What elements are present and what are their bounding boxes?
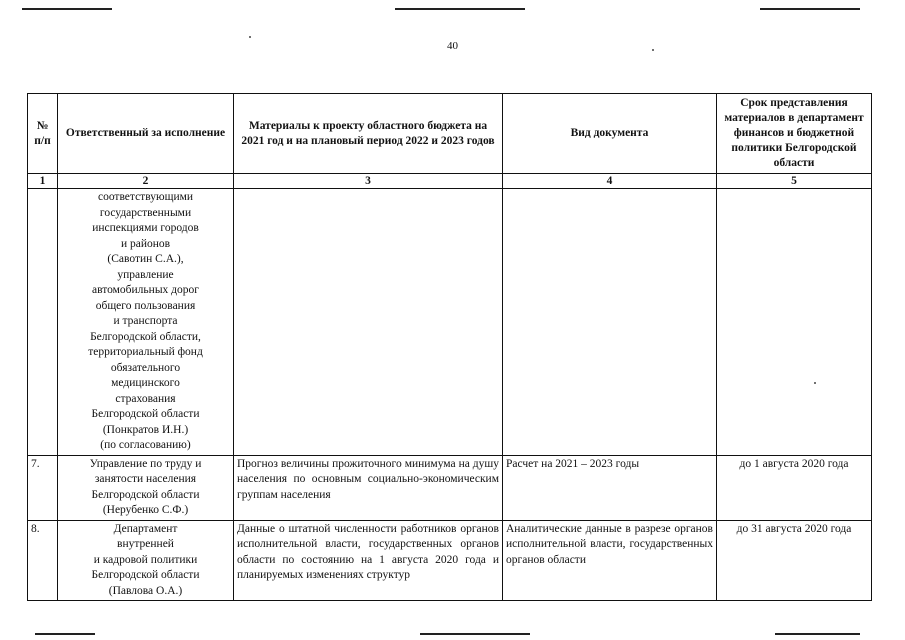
responsible-line: Департамент [113, 522, 178, 535]
scan-edge-top-right [760, 8, 860, 10]
responsible-cell [58, 189, 234, 456]
responsible-line: занятости населения [94, 473, 197, 485]
column-number-row [28, 174, 872, 189]
responsible-line: и транспорта [113, 315, 178, 327]
scan-edge-top-left [22, 8, 112, 10]
column-number: 2 [58, 174, 234, 189]
scan-speck [249, 36, 251, 38]
row-number [28, 189, 58, 456]
document-type-cell [503, 189, 717, 456]
page-number: 40 [447, 40, 458, 52]
responsible-line: Белгородской области [91, 569, 200, 581]
responsible-line: (Савотин С.А.), [107, 253, 184, 265]
responsible-line: внутренней [117, 538, 174, 550]
deadline-cell: до 1 августа 2020 года [717, 455, 872, 520]
header-materials: Материалы к проекту областного бюджета на 2021 год и на плановый период 2022 и 2023 годов [234, 94, 503, 174]
scan-edge-bottom-mid [420, 633, 530, 635]
materials-cell: Данные о штатной численности работников органов исполнительной власти, государственных органов области по состоянию на 1 августа 2020 года и планируемых изменениях структур [234, 520, 503, 601]
responsible-line: обязательного [110, 361, 181, 374]
responsible-line: инспекциями городов [92, 222, 199, 234]
row-number: 7. [28, 455, 58, 520]
responsible-line: (Нерубенко С.Ф.) [102, 504, 189, 516]
responsible-line: (по согласованию) [100, 439, 191, 451]
responsible-line: автомобильных дорог [92, 284, 199, 296]
responsible-line: (Понкратов И.Н.) [102, 423, 189, 436]
row-number: 8. [28, 520, 58, 601]
responsible-cell [58, 455, 234, 520]
scan-edge-top-mid [395, 8, 525, 10]
responsible-line: общего пользования [95, 299, 196, 312]
column-number: 3 [234, 174, 503, 189]
materials-cell [234, 189, 503, 456]
responsible-line: Управление по труду и [89, 457, 202, 470]
column-number: 4 [503, 174, 717, 189]
deadline-cell: до 31 августа 2020 года [717, 520, 872, 601]
materials-cell: Прогноз величины прожиточного минимума на душу населения по основным социально-экономическим группам населения [234, 455, 503, 520]
table-row [28, 520, 872, 601]
responsible-line: государственными [99, 206, 192, 219]
table-row [28, 189, 872, 456]
scan-edge-bottom-left [35, 633, 95, 635]
budget-materials-table [27, 93, 872, 601]
responsible-line: Белгородской области, [90, 330, 201, 343]
table-header-row [28, 94, 872, 174]
deadline-cell [717, 189, 872, 456]
responsible-line: Белгородской области [91, 488, 200, 501]
responsible-line: и районов [120, 237, 171, 250]
responsible-line: Белгородской области [91, 408, 200, 420]
responsible-line: медицинского [111, 377, 180, 389]
responsible-cell [58, 520, 234, 601]
responsible-line: управление [117, 268, 174, 281]
scan-edge-bottom-right [775, 633, 860, 635]
responsible-line: страхования [115, 392, 176, 405]
responsible-line: (Павлова О.А.) [108, 584, 183, 597]
column-number: 1 [28, 174, 58, 189]
responsible-line: территориальный фонд [88, 346, 203, 358]
document-type-cell: Расчет на 2021 – 2023 годы [503, 455, 717, 520]
table-row [28, 455, 872, 520]
document-type-cell: Аналитические данные в разрезе органов исполнительной власти, государственных органов области [503, 520, 717, 601]
header-number: № п/п [28, 94, 58, 174]
header-responsible: Ответственный за исполнение [58, 94, 234, 174]
responsible-line: соответствующими [97, 191, 194, 203]
column-number: 5 [717, 174, 872, 189]
header-deadline: Срок представления материалов в департамент финансов и бюджетной политики Белгородской области [717, 94, 872, 174]
responsible-line: и кадровой политики [93, 553, 198, 566]
header-document-type: Вид документа [503, 94, 717, 174]
